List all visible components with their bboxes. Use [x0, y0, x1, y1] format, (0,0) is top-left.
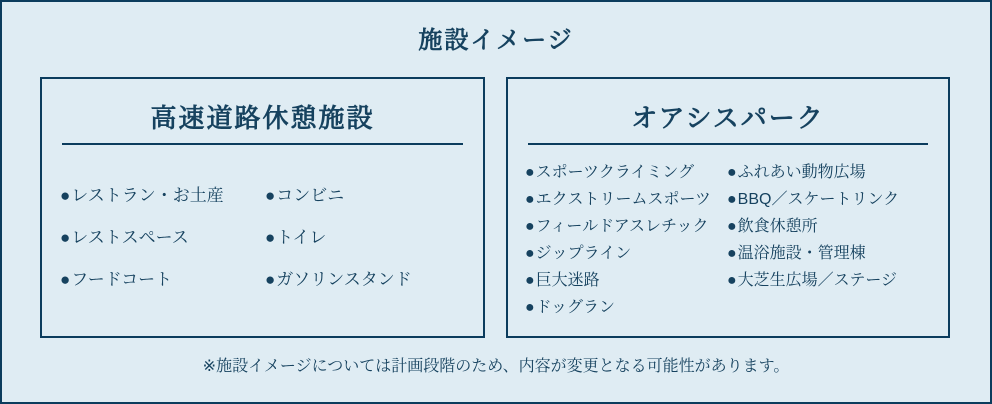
- highway-facility-columns: [42, 175, 483, 301]
- facility-label: フィールドアスレチック: [535, 218, 709, 235]
- list-item: [60, 175, 265, 217]
- facility-label: BBQ／スケートリンク: [737, 191, 900, 208]
- bullet-icon: ●: [525, 191, 535, 208]
- oasis-facility-columns: [508, 159, 948, 321]
- list-item: [727, 213, 937, 240]
- list-item: [60, 217, 265, 259]
- bullet-icon: ●: [525, 272, 535, 289]
- list-item: [525, 159, 727, 186]
- list-item: [265, 259, 465, 301]
- facility-label: ジップライン: [535, 245, 632, 262]
- bullet-icon: ●: [265, 270, 276, 289]
- bullet-icon: ●: [265, 228, 276, 247]
- oasis-box-title: オアシスパーク: [631, 103, 825, 133]
- facility-label: トイレ: [276, 228, 327, 247]
- oasis-title-underline: [528, 143, 928, 145]
- bullet-icon: ●: [525, 245, 535, 262]
- bullet-icon: ●: [727, 245, 737, 262]
- list-item: [525, 213, 727, 240]
- bullet-icon: ●: [525, 164, 535, 181]
- facility-label: 飲食休憩所: [737, 218, 818, 235]
- oasis-facility-list-col2: [727, 159, 937, 294]
- list-item: [265, 175, 465, 217]
- list-item: [265, 217, 465, 259]
- bullet-icon: ●: [727, 191, 737, 208]
- list-item: [727, 186, 937, 213]
- facility-label: スポーツクライミング: [535, 164, 695, 181]
- facility-label: レストスペース: [71, 228, 189, 247]
- list-item: [727, 159, 937, 186]
- bullet-icon: ●: [60, 186, 71, 205]
- facility-label: レストラン・お土産: [71, 186, 224, 205]
- list-item: [727, 240, 937, 267]
- facility-label: ドッグラン: [535, 299, 616, 316]
- bullet-icon: ●: [60, 228, 71, 247]
- facility-label: エクストリームスポーツ: [535, 191, 711, 208]
- highway-rest-facility-box: [40, 77, 485, 338]
- list-item: [727, 267, 937, 294]
- list-item: [525, 294, 727, 321]
- oasis-park-box: [506, 77, 950, 338]
- list-item: [525, 240, 727, 267]
- bullet-icon: ●: [525, 218, 535, 235]
- facility-label: 巨大迷路: [535, 272, 600, 289]
- bullet-icon: ●: [727, 272, 737, 289]
- list-item: [60, 259, 265, 301]
- highway-title-underline: [62, 143, 463, 145]
- oasis-facility-list-col1: [525, 159, 727, 321]
- list-item: [525, 186, 727, 213]
- highway-facility-list-col1: [60, 175, 265, 301]
- facility-label: 温浴施設・管理棟: [737, 245, 866, 262]
- bullet-icon: ●: [265, 186, 276, 205]
- facility-label: フードコート: [71, 270, 173, 289]
- footnote: ※施設イメージについては計画段階のため、内容が変更となる可能性があります。: [202, 358, 790, 375]
- page-title: 施設イメージ: [418, 27, 574, 54]
- facility-label: ガソリンスタンド: [276, 270, 412, 289]
- bullet-icon: ●: [525, 299, 535, 316]
- bullet-icon: ●: [60, 270, 71, 289]
- facility-label: コンビニ: [276, 186, 345, 205]
- highway-facility-list-col2: [265, 175, 465, 301]
- facility-label: ふれあい動物広場: [737, 164, 866, 181]
- bullet-icon: ●: [727, 164, 737, 181]
- facility-label: 大芝生広場／ステージ: [737, 272, 898, 289]
- list-item: [525, 267, 727, 294]
- bullet-icon: ●: [727, 218, 737, 235]
- highway-box-title: 高速道路休憩施設: [150, 103, 375, 133]
